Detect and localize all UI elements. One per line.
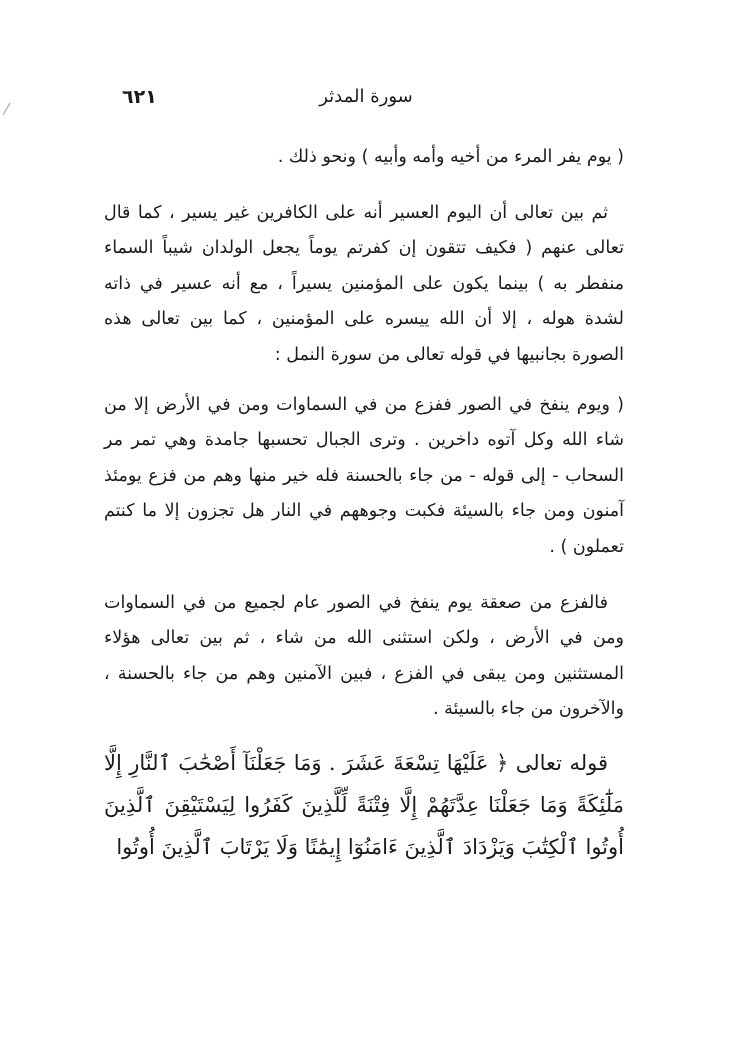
paragraph-quran-citation: ( ويوم ينفخ في الصور ففزع من في السماوات ومن في الأرض إلا من شاء الله وكل آتوه داخرين . وترى الجبال تحسبها جامدة وهي تمر مر السحاب - إلى قوله - من جاء بالحسنة فله خير منها وهم من فزع يومئذ آمنون ومن جاء بالسيئة فكبت وجوههم في النار هل تجزون إلا ما كنتم تعملون ) .	[104, 394, 624, 557]
paragraph-explanation: ثم بين تعالى أن اليوم العسير أنه على الكافرين غير يسير ، كما قال تعالى عنهم ( فكيف تتقون إن كفرتم يوماً يجعل الولدان شيباً السماء منفطر به ) بينما يكون على المؤمنين يسيراً ، مع أنه عسير في ذاته لشدة هوله ، إلا أن الله ييسره على المؤمنين ، كما بين تعالى هذه الصورة بجانبيها في قوله تعالى من سورة النمل :	[104, 202, 624, 365]
paragraph-quote-intro: ( يوم يفر المرء من أخيه وأمه وأبيه ) ونحو ذلك .	[277, 147, 624, 167]
paragraph-commentary: فالفزع من صعقة يوم ينفخ في الصور عام لجميع من في السماوات ومن في الأرض ، ولكن استثنى الله من شاء ، ثم بين تعالى هؤلاء المستثنين ومن يبقى في الفزع ، فبين الآمنين وهم من جاء بالحسنة ، والآخرون من جاء بالسيئة .	[104, 592, 624, 720]
surah-title: سورة المدثر	[319, 86, 413, 107]
page-number: ٦٢١	[122, 86, 157, 108]
quran-passage: قوله تعالى ﴿ عَلَيْهَا تِسْعَةَ عَشَرَ . وَمَا جَعَلْنَآ أَصْحَٰبَ ٱلنَّارِ إِلَّا مَلَٰٓئِكَةً وَمَا جَعَلْنَا عِدَّتَهُمْ إِلَّا فِتْنَةً لِّلَّذِينَ كَفَرُوا لِيَسْتَيْقِنَ ٱلَّذِينَ أُوتُوا ٱلْكِتَٰبَ وَيَزْدَادَ ٱلَّذِينَ ءَامَنُوٓا إِيمَٰنًا وَلَا يَرْتَابَ ٱلَّذِينَ أُوتُوا	[104, 750, 624, 859]
running-header	[120, 86, 612, 116]
page-edge-mark	[2, 102, 12, 116]
body-text	[104, 140, 624, 868]
